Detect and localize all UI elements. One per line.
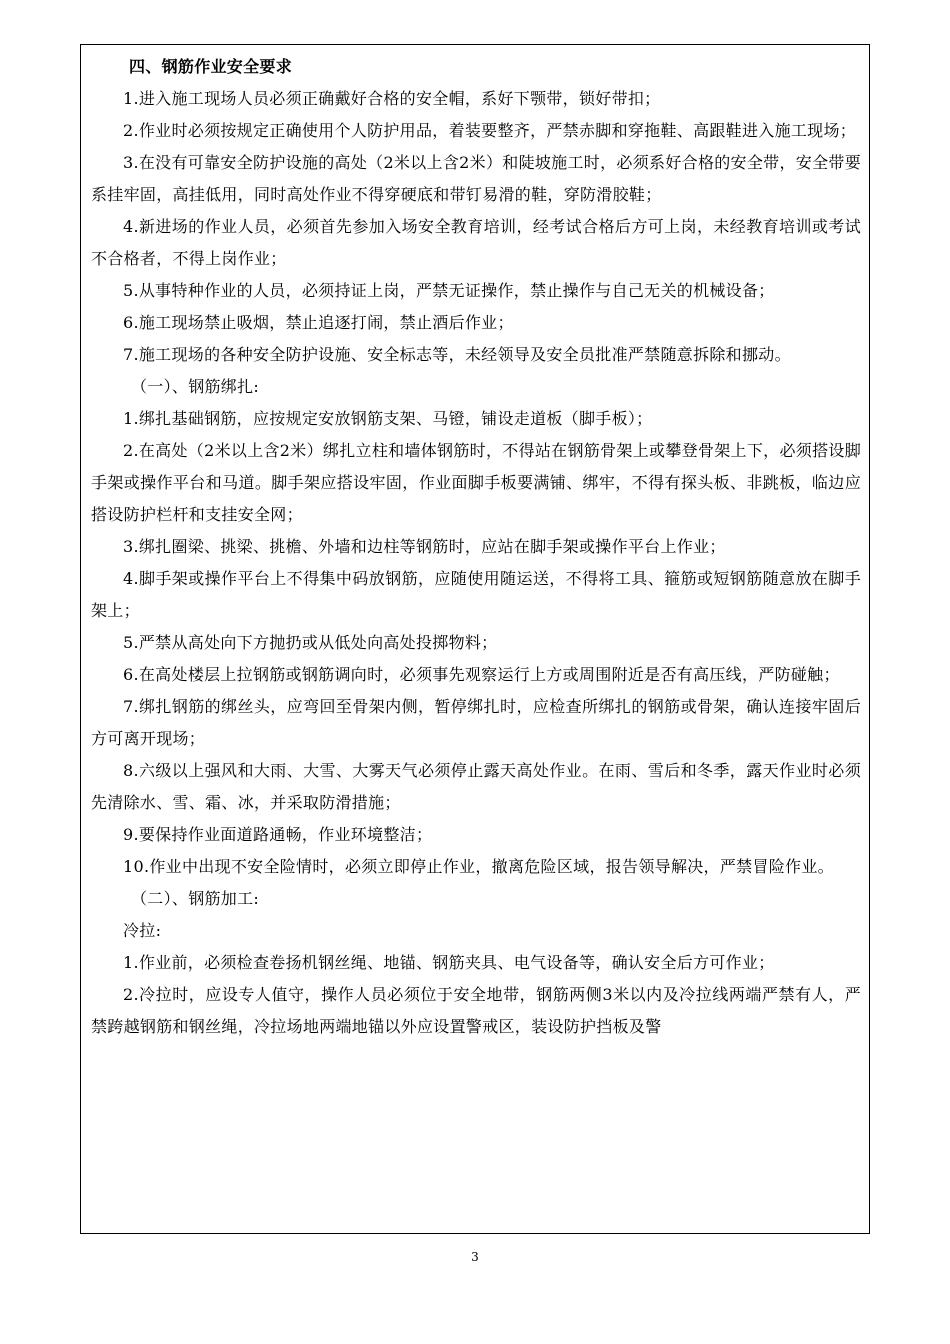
section-title: 四、钢筋作业安全要求 — [129, 57, 293, 76]
general-item: 2.作业时必须按规定正确使用个人防护用品，着装要整齐，严禁赤脚和穿拖鞋、高跟鞋进入施工现场； — [123, 121, 857, 140]
general-item: 7.施工现场的各种安全防护设施、安全标志等，未经领导及安全员批准严禁随意拆除和挪动。 — [123, 345, 791, 364]
binding-item: 8.六级以上强风和大雨、大雪、大雾天气必须停止露天高处作业。在雨、雪后和冬季，露天作业时必须先清除水、雪、霜、冰，并采取防滑措施； — [91, 761, 861, 812]
cold-drawing-title: 冷拉: — [123, 921, 162, 940]
binding-item: 1.绑扎基础钢筋，应按规定安放钢筋支架、马镫，铺设走道板（脚手板）； — [123, 409, 653, 428]
processing-title: （二）、钢筋加工: — [131, 889, 260, 908]
cold-drawing-item: 1.作业前，必须检查卷扬机钢丝绳、地锚、钢筋夹具、电气设备等，确认安全后方可作业； — [123, 953, 775, 972]
document-body — [91, 51, 861, 1043]
general-item: 1.进入施工现场人员必须正确戴好合格的安全帽，系好下颚带，锁好带扣； — [123, 89, 661, 108]
general-item: 3.在没有可靠安全防护设施的高处（2米以上含2米）和陡坡施工时，必须系好合格的安全带，安全带要系挂牢固，高挂低用，同时高处作业不得穿硬底和带钉易滑的鞋，穿防滑胶鞋； — [91, 153, 861, 204]
binding-item: 10.作业中出现不安全险情时，必须立即停止作业，撤离危险区域，报告领导解决，严禁冒险作业。 — [123, 857, 834, 876]
cold-drawing-item: 2.冷拉时，应设专人值守，操作人员必须位于安全地带，钢筋两侧3米以内及冷拉线两端严禁有人，严禁跨越钢筋和钢丝绳，冷拉场地两端地锚以外应设置警戒区，装设防护挡板及警 — [91, 985, 861, 1036]
binding-title: （一）、钢筋绑扎: — [131, 377, 260, 396]
general-item: 6.施工现场禁止吸烟，禁止追逐打闹，禁止酒后作业； — [123, 313, 514, 332]
binding-item: 3.绑扎圈梁、挑梁、挑檐、外墙和边柱等钢筋时，应站在脚手架或操作平台上作业； — [123, 537, 726, 556]
general-item: 5.从事特种作业的人员，必须持证上岗，严禁无证操作，禁止操作与自己无关的机械设备； — [123, 281, 775, 300]
binding-item: 4.脚手架或操作平台上不得集中码放钢筋，应随使用随运送，不得将工具、箍筋或短钢筋随意放在脚手架上； — [91, 569, 861, 620]
binding-item: 9.要保持作业面道路通畅，作业环境整洁； — [123, 825, 433, 844]
binding-item: 5.严禁从高处向下方抛扔或从低处向高处投掷物料； — [123, 633, 498, 652]
page-number: 3 — [471, 1250, 479, 1264]
document-frame — [80, 44, 870, 1234]
binding-item: 6.在高处楼层上拉钢筋或钢筋调向时，必须事先观察运行上方或周围附近是否有高压线，严防碰触； — [123, 665, 840, 684]
binding-item: 7.绑扎钢筋的绑丝头，应弯回至骨架内侧，暂停绑扎时，应检查所绑扎的钢筋或骨架，确认连接牢固后方可离开现场； — [91, 697, 861, 748]
binding-item: 2.在高处（2米以上含2米）绑扎立柱和墙体钢筋时，不得站在钢筋骨架上或攀登骨架上下，必须搭设脚手架或操作平台和马道。脚手架应搭设牢固，作业面脚手板要满铺、绑牢，不得有探头板、非跳板，临边应搭设防护栏杆和支挂安全网； — [91, 441, 861, 524]
general-item: 4.新进场的作业人员，必须首先参加入场安全教育培训，经考试合格后方可上岗，未经教育培训或考试不合格者，不得上岗作业； — [91, 217, 861, 268]
